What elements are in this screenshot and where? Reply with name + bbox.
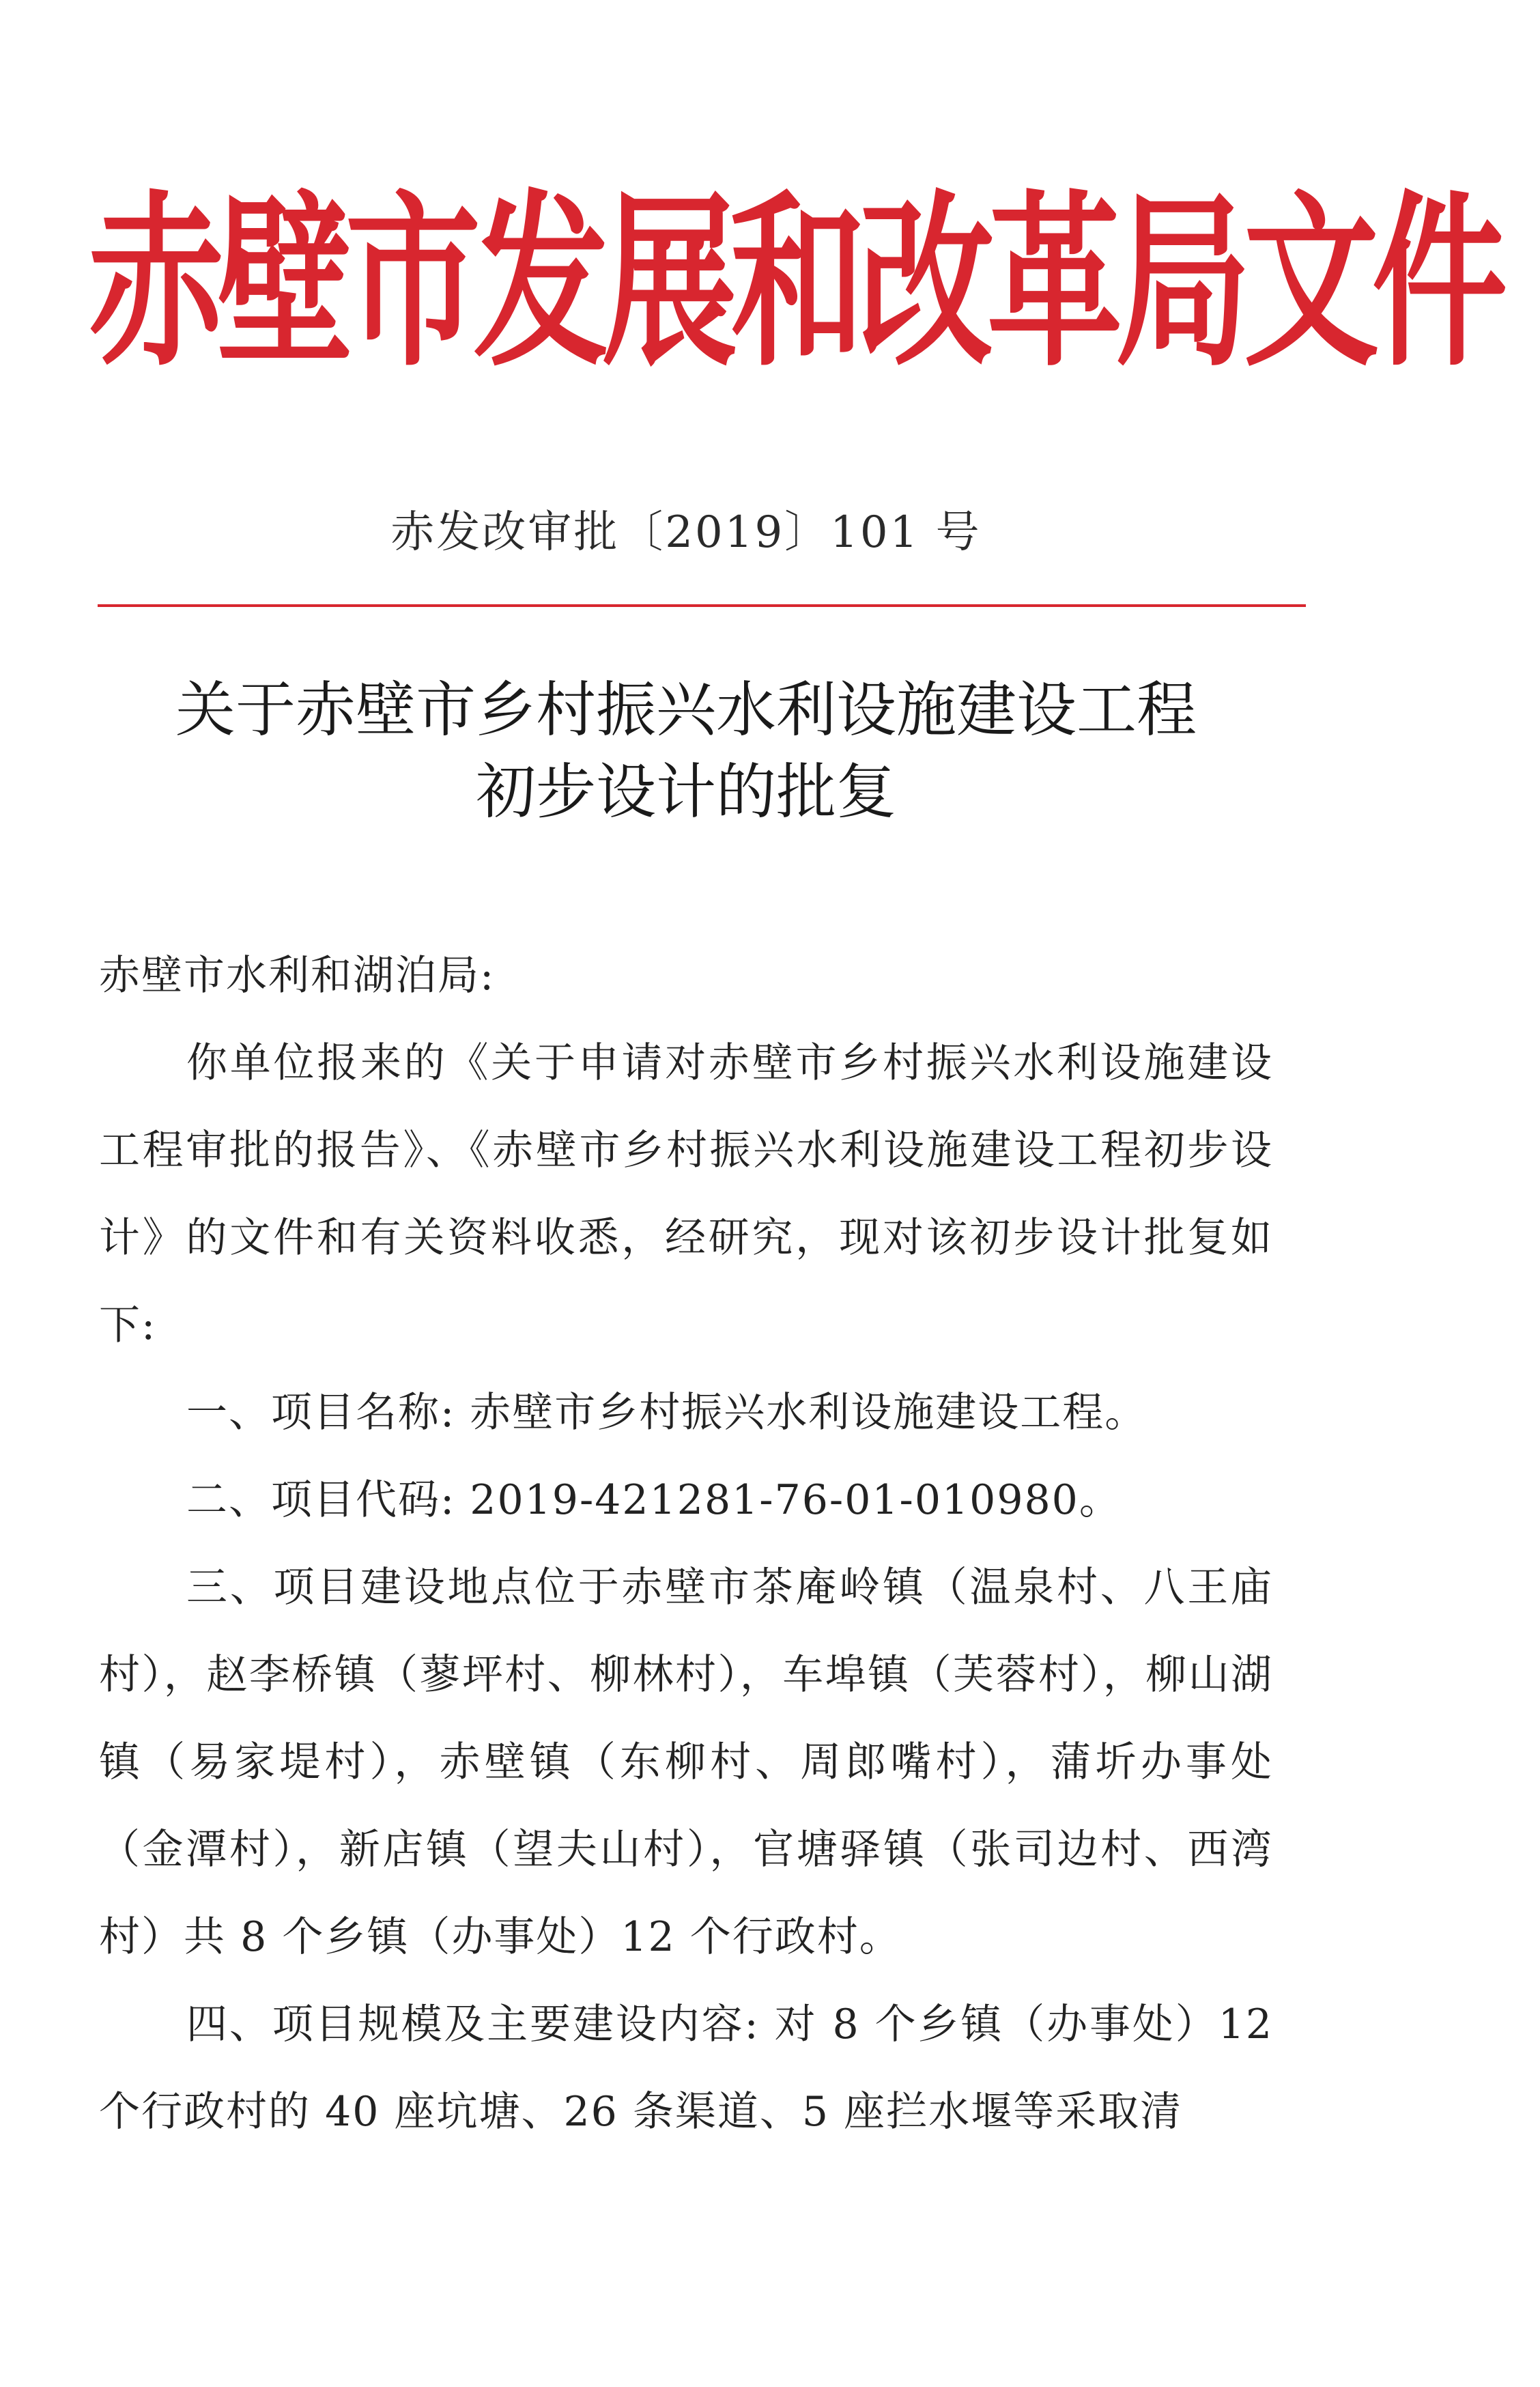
body-paragraph-project-code: 二、项目代码: 2019-421281-76-01-010980。 [186,1476,1122,1524]
document-title-line-1: 关于赤壁市乡村振兴水利设施建设工程 [175,675,1197,745]
body-paragraph-location: 三、项目建设地点位于赤壁市茶庵岭镇（温泉村、八王庙村），赵李桥镇（蓼坪村、柳林村），车埠镇（芙蓉村），柳山湖镇（易家堤村），赤壁镇（东柳村、周郎嘴村），蒲圻办事处（金潭村），新店镇（望夫山村），官塘驿镇（张司边村、西湾村）共 8 个乡镇（办事处）12 个行政村。 [99,1564,1273,1961]
document-title [89,669,1283,833]
body-paragraph-scale: 四、项目规模及主要建设内容: 对 8 个乡镇（办事处）12 个行政村的 40 座坑塘、26 条渠道、5 座拦水堰等采取清 [99,2001,1273,2136]
body-paragraph-intro: 你单位报来的《关于申请对赤壁市乡村振兴水利设施建设工程审批的报告》、《赤壁市乡村振兴水利设施建设工程初步设计》的文件和有关资料收悉，经研究，现对该初步设计批复如下: [99,1039,1273,1349]
document-title-line-2: 初步设计的批复 [475,757,896,827]
addressee: 赤壁市水利和湖泊局: [99,952,496,1000]
document-body [99,932,1273,2156]
document-number: 赤发改审批〔2019〕101 号 [390,507,982,558]
body-paragraph-project-name: 一、项目名称: 赤壁市乡村振兴水利设施建设工程。 [186,1389,1147,1437]
red-divider-line [98,604,1306,607]
issuer-masthead: 赤壁市发展和改革局文件 [89,173,1500,392]
